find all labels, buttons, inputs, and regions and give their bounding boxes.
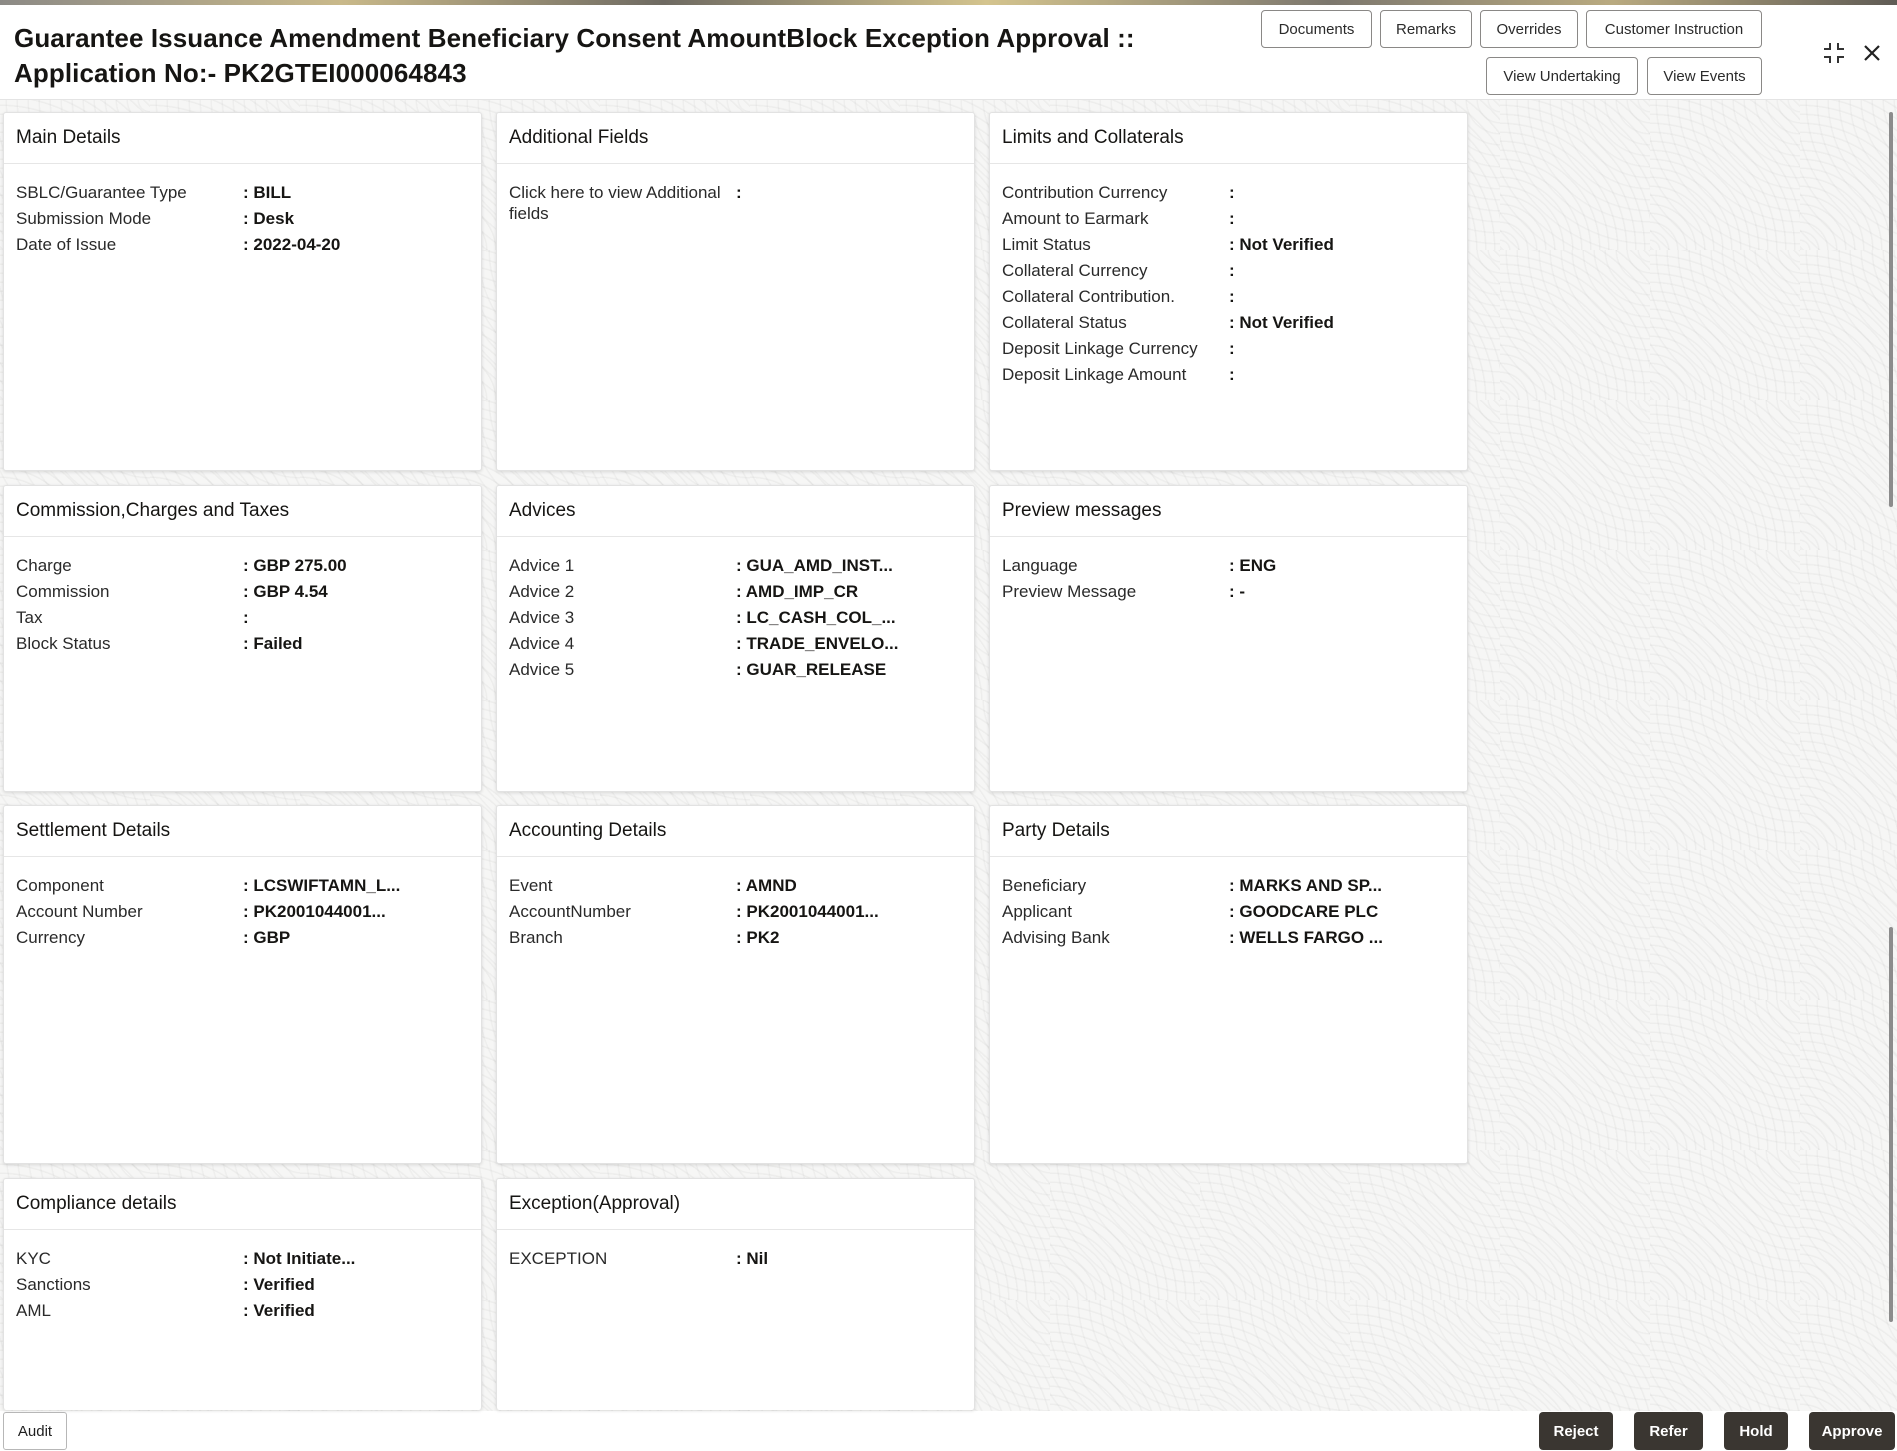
card-preview-messages xyxy=(989,485,1468,792)
row-label: Branch xyxy=(509,928,563,947)
detail-row xyxy=(16,1300,469,1326)
card-body xyxy=(990,164,1467,390)
row-value: : MARKS AND SP... xyxy=(1229,876,1383,895)
card-compliance-details xyxy=(3,1178,482,1410)
detail-row xyxy=(1002,927,1455,953)
row-label: Collateral Status xyxy=(1002,313,1127,332)
card-exception-approval xyxy=(496,1178,975,1410)
page-title-line1: Guarantee Issuance Amendment Beneficiary Consent AmountBlock Exception Approval :: xyxy=(14,23,1135,53)
row-label: Charge xyxy=(16,556,72,575)
row-label: Deposit Linkage Amount xyxy=(1002,365,1187,384)
detail-row xyxy=(509,927,962,953)
row-label: Event xyxy=(509,876,553,895)
row-label: Sanctions xyxy=(16,1275,91,1294)
card-limits-collaterals xyxy=(989,112,1468,471)
overrides-button[interactable]: Overrides xyxy=(1480,10,1578,48)
row-value: : PK2 xyxy=(736,928,780,947)
detail-row xyxy=(1002,581,1455,607)
row-value: : 2022-04-20 xyxy=(243,235,341,254)
row-label: AML xyxy=(16,1301,51,1320)
view-events-button[interactable]: View Events xyxy=(1647,57,1762,95)
hold-button[interactable]: Hold xyxy=(1724,1412,1788,1450)
row-value: : xyxy=(1229,339,1235,358)
detail-row[interactable] xyxy=(509,182,962,224)
page-title-line2: Application No:- PK2GTEI000064843 xyxy=(14,58,467,88)
row-value: : xyxy=(1229,261,1235,280)
detail-row xyxy=(16,927,469,953)
row-value: : GBP xyxy=(243,928,291,947)
detail-row xyxy=(1002,312,1455,338)
row-value: : AMD_IMP_CR xyxy=(736,582,859,601)
card-body xyxy=(497,1230,974,1274)
card-body xyxy=(497,164,974,224)
detail-row xyxy=(16,1274,469,1300)
row-label: Component xyxy=(16,876,104,895)
row-value: : ENG xyxy=(1229,556,1277,575)
card-main-details xyxy=(3,112,482,471)
card-body xyxy=(4,537,481,659)
detail-row xyxy=(1002,875,1455,901)
scrollbar-thumb-lower[interactable] xyxy=(1889,927,1893,1322)
card-title: Limits and Collaterals xyxy=(990,113,1467,164)
row-label: KYC xyxy=(16,1249,51,1268)
detail-row xyxy=(1002,286,1455,312)
row-label: Preview Message xyxy=(1002,582,1137,601)
row-value: : GBP 275.00 xyxy=(243,556,347,575)
detail-row xyxy=(509,901,962,927)
audit-button[interactable]: Audit xyxy=(3,1412,67,1450)
row-value: : xyxy=(1229,287,1235,306)
card-settlement-details xyxy=(3,805,482,1164)
row-label: Advice 2 xyxy=(509,582,575,601)
vertical-scrollbar[interactable] xyxy=(1889,112,1895,1322)
card-title: Compliance details xyxy=(4,1179,481,1230)
detail-row xyxy=(16,901,469,927)
row-value: : GBP 4.54 xyxy=(243,582,328,601)
reject-button[interactable]: Reject xyxy=(1539,1412,1613,1450)
row-label: Language xyxy=(1002,556,1078,575)
row-label: Advising Bank xyxy=(1002,928,1110,947)
detail-row xyxy=(509,581,962,607)
row-value: : Failed xyxy=(243,634,303,653)
detail-row xyxy=(509,607,962,633)
detail-row xyxy=(1002,208,1455,234)
row-label: Block Status xyxy=(16,634,111,653)
row-label: Submission Mode xyxy=(16,209,152,228)
row-label: Commission xyxy=(16,582,110,601)
detail-row xyxy=(16,234,469,260)
remarks-button[interactable]: Remarks xyxy=(1380,10,1472,48)
row-label: Advice 5 xyxy=(509,660,575,679)
documents-button[interactable]: Documents xyxy=(1261,10,1372,48)
row-value: : PK2001044001... xyxy=(736,902,879,921)
detail-row xyxy=(1002,901,1455,927)
row-label: Date of Issue xyxy=(16,235,117,254)
row-value: : LCSWIFTAMN_L... xyxy=(243,876,401,895)
detail-row xyxy=(509,633,962,659)
card-body xyxy=(4,164,481,260)
page-header xyxy=(0,5,1897,100)
card-title: Settlement Details xyxy=(4,806,481,857)
detail-row xyxy=(16,607,469,633)
row-label: Amount to Earmark xyxy=(1002,209,1149,228)
row-label: Beneficiary xyxy=(1002,876,1087,895)
card-body xyxy=(990,537,1467,607)
detail-row xyxy=(1002,338,1455,364)
card-advices xyxy=(496,485,975,792)
detail-row xyxy=(16,182,469,208)
row-label: SBLC/Guarantee Type xyxy=(16,183,187,202)
card-title: Party Details xyxy=(990,806,1467,857)
row-value: : xyxy=(1229,365,1235,384)
row-value: : GUAR_RELEASE xyxy=(736,660,887,679)
detail-row xyxy=(509,555,962,581)
card-title: Additional Fields xyxy=(497,113,974,164)
card-additional-fields xyxy=(496,112,975,471)
detail-row xyxy=(509,875,962,901)
card-body xyxy=(497,857,974,953)
row-value: : Verified xyxy=(243,1275,315,1294)
card-title: Preview messages xyxy=(990,486,1467,537)
row-value: : AMND xyxy=(736,876,797,895)
detail-row xyxy=(1002,364,1455,390)
detail-row xyxy=(16,1248,469,1274)
detail-row xyxy=(509,659,962,685)
row-label: Tax xyxy=(16,608,43,627)
detail-row xyxy=(16,633,469,659)
view-undertaking-button[interactable]: View Undertaking xyxy=(1486,57,1638,95)
row-label: Account Number xyxy=(16,902,143,921)
row-value: : GUA_AMD_INST... xyxy=(736,556,893,575)
card-title: Accounting Details xyxy=(497,806,974,857)
row-value: : Verified xyxy=(243,1301,315,1320)
row-value: : Not Verified xyxy=(1229,235,1334,254)
detail-row xyxy=(16,581,469,607)
row-value: : xyxy=(736,183,742,202)
row-label: Advice 1 xyxy=(509,556,575,575)
card-title: Exception(Approval) xyxy=(497,1179,974,1230)
scrollbar-thumb-upper[interactable] xyxy=(1889,112,1893,507)
row-value: : - xyxy=(1229,582,1246,601)
card-body xyxy=(4,857,481,953)
row-value: : BILL xyxy=(243,183,292,202)
row-label: Currency xyxy=(16,928,85,947)
detail-row xyxy=(16,555,469,581)
row-label: Deposit Linkage Currency xyxy=(1002,339,1198,358)
card-body xyxy=(497,537,974,685)
row-value: : Desk xyxy=(243,209,295,228)
row-label: Contribution Currency xyxy=(1002,183,1168,202)
row-label: AccountNumber xyxy=(509,902,631,921)
card-accounting-details xyxy=(496,805,975,1164)
row-value: : xyxy=(243,608,249,627)
card-party-details xyxy=(989,805,1468,1164)
row-label: Collateral Currency xyxy=(1002,261,1148,280)
row-value: : xyxy=(1229,209,1235,228)
card-body xyxy=(990,857,1467,953)
row-value: : WELLS FARGO ... xyxy=(1229,928,1383,947)
row-value: : xyxy=(1229,183,1235,202)
row-label: Limit Status xyxy=(1002,235,1091,254)
row-value: : Not Initiate... xyxy=(243,1249,356,1268)
card-title: Commission,Charges and Taxes xyxy=(4,486,481,537)
row-label: Applicant xyxy=(1002,902,1072,921)
detail-row xyxy=(1002,182,1455,208)
refer-button[interactable]: Refer xyxy=(1634,1412,1703,1450)
detail-row xyxy=(1002,555,1455,581)
row-label: Advice 4 xyxy=(509,634,575,653)
detail-row xyxy=(16,208,469,234)
row-value: : TRADE_ENVELO... xyxy=(736,634,899,653)
detail-row xyxy=(509,1248,962,1274)
customer-instruction-button[interactable]: Customer Instruction xyxy=(1586,10,1762,48)
card-body xyxy=(4,1230,481,1326)
row-label: EXCEPTION xyxy=(509,1249,608,1268)
row-value: : Nil xyxy=(736,1249,769,1268)
row-label: Advice 3 xyxy=(509,608,575,627)
approve-button[interactable]: Approve xyxy=(1809,1412,1895,1450)
page-title xyxy=(14,21,1214,91)
row-value: : PK2001044001... xyxy=(243,902,386,921)
row-label: Collateral Contribution. xyxy=(1002,287,1175,306)
row-value: : GOODCARE PLC xyxy=(1229,902,1379,921)
detail-row xyxy=(16,875,469,901)
card-title: Main Details xyxy=(4,113,481,164)
detail-row xyxy=(1002,260,1455,286)
collapse-icon[interactable] xyxy=(1819,38,1849,68)
card-title: Advices xyxy=(497,486,974,537)
row-value: : Not Verified xyxy=(1229,313,1334,332)
card-commission-charges-taxes xyxy=(3,485,482,792)
detail-row xyxy=(1002,234,1455,260)
close-icon[interactable] xyxy=(1857,38,1887,68)
additional-fields-link[interactable]: Click here to view Additional fields xyxy=(509,183,721,223)
row-value: : LC_CASH_COL_... xyxy=(736,608,896,627)
